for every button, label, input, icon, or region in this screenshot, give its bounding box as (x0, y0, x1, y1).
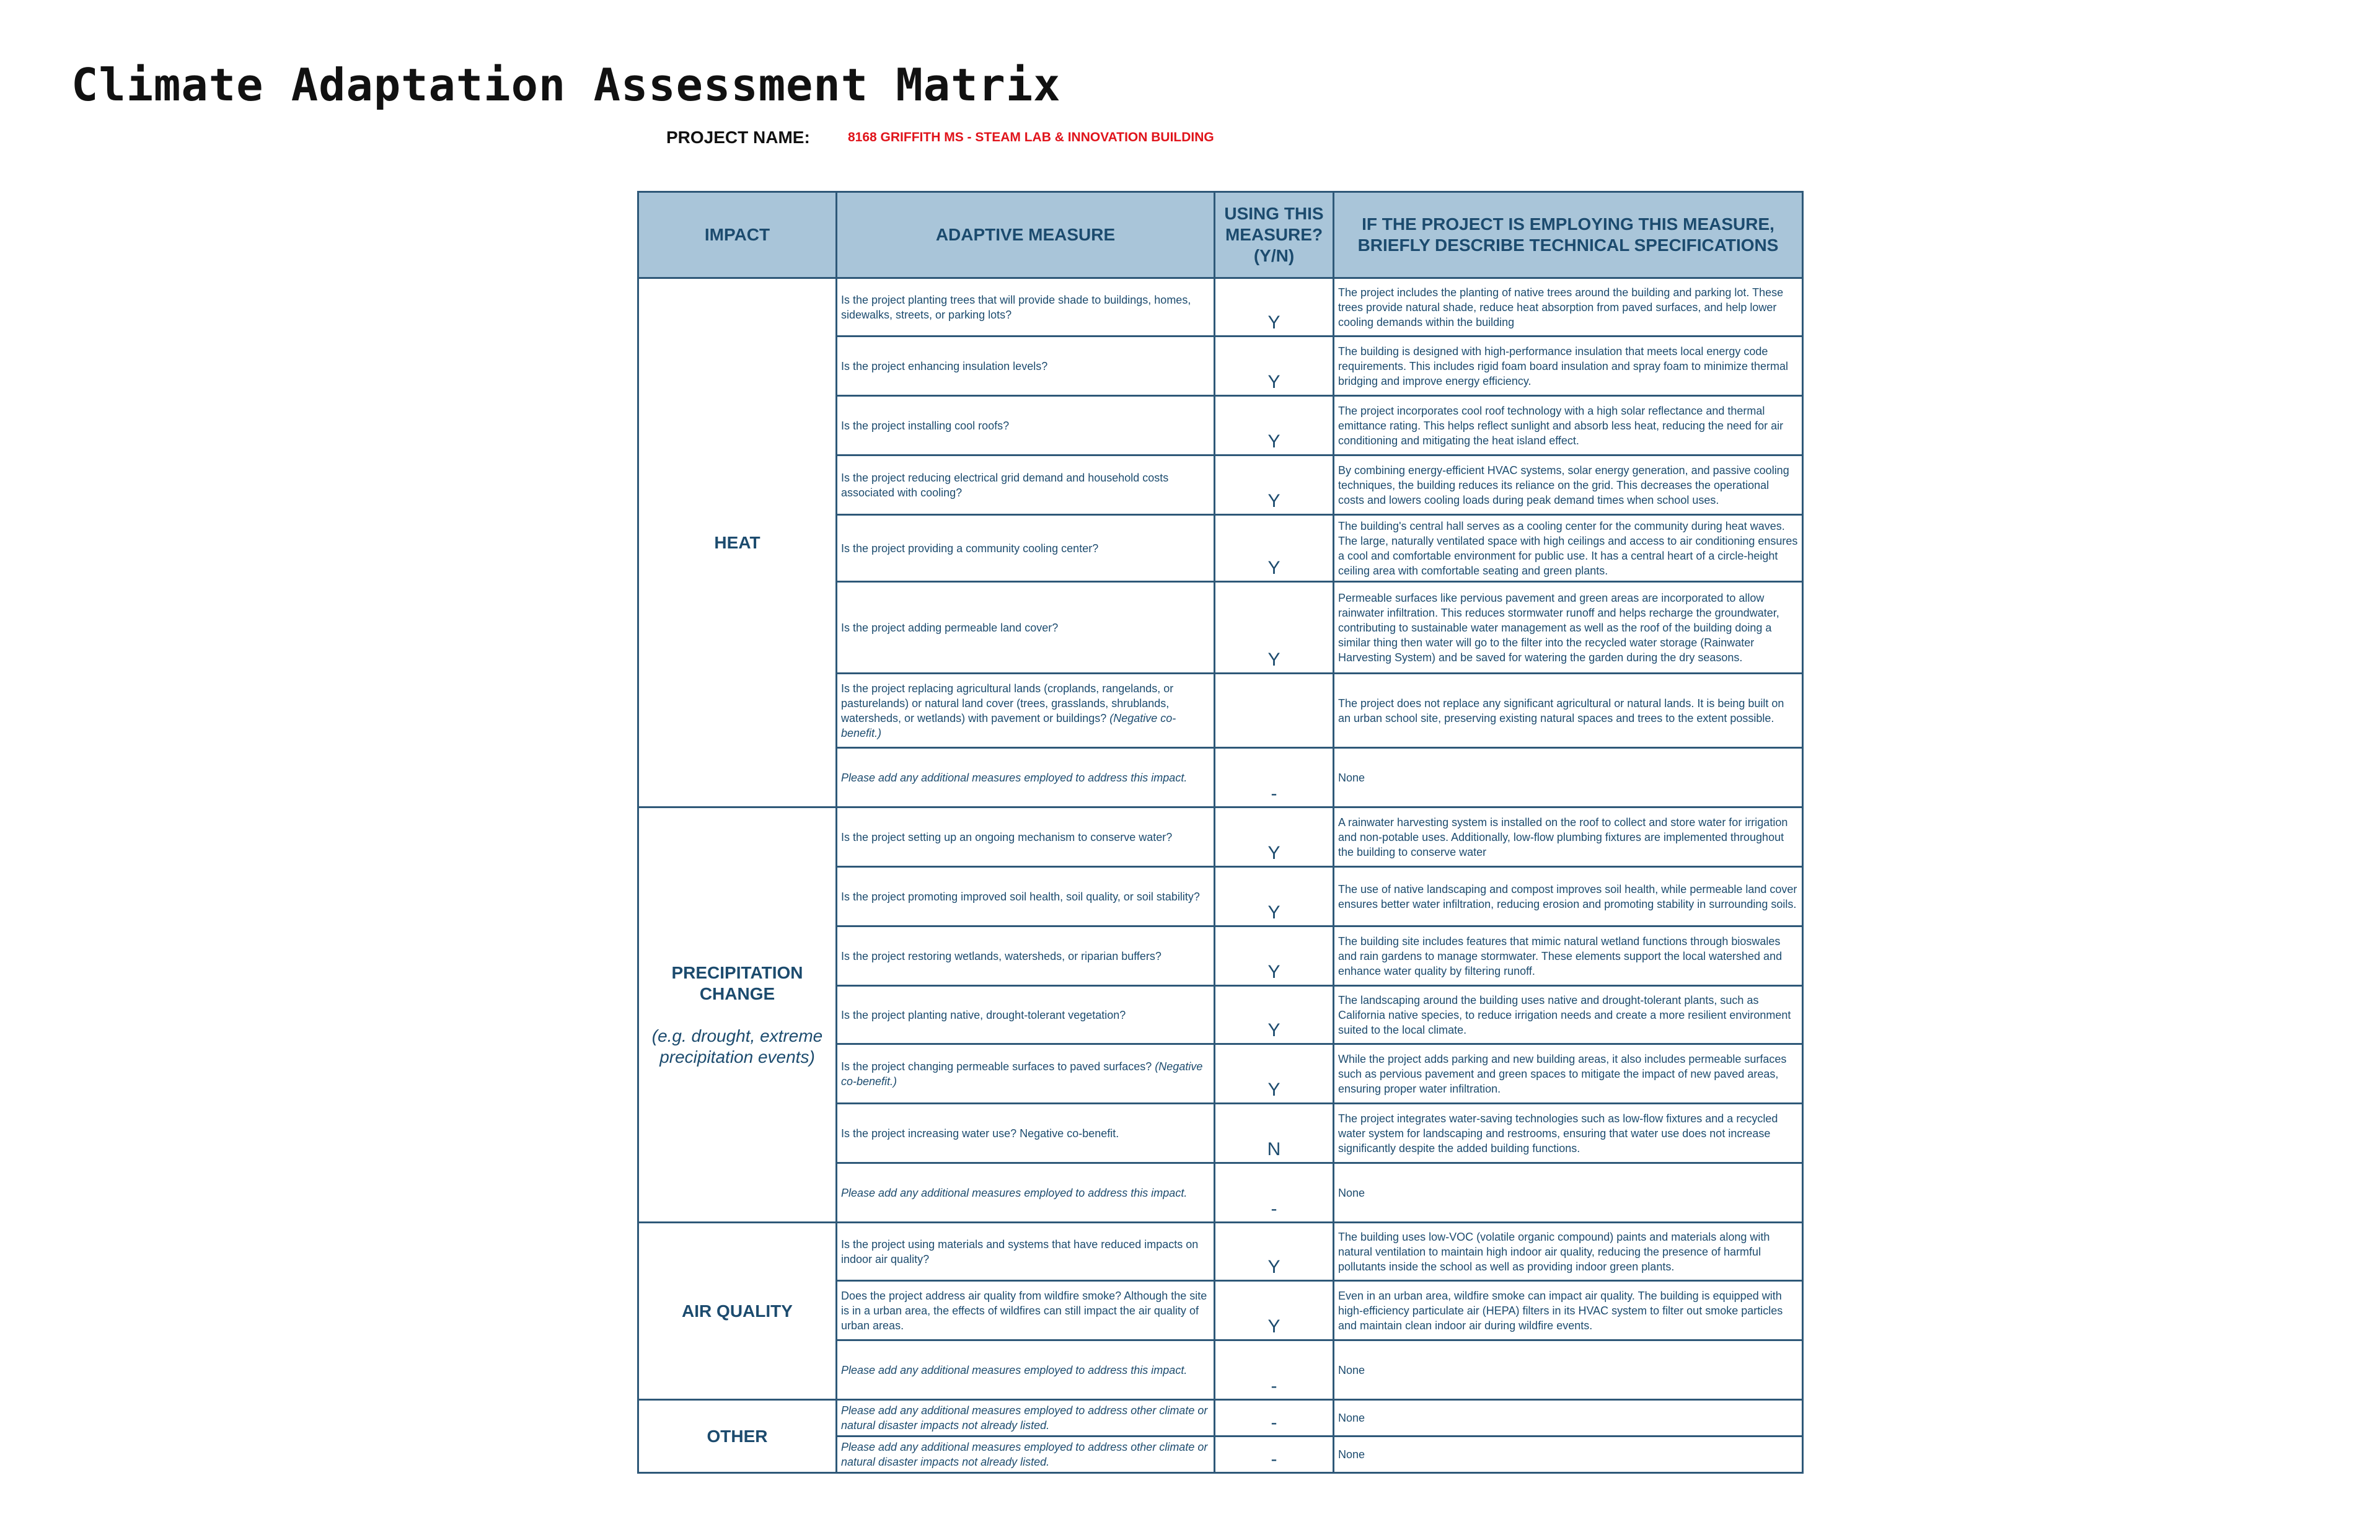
assessment-matrix (637, 191, 1804, 1474)
technical-specifications-cell: None (1334, 1340, 1803, 1400)
adaptive-measure-text: Is the project enhancing insulation levels? (841, 359, 1048, 372)
impact-cell (638, 278, 837, 807)
using-measure-cell: Y (1215, 582, 1334, 674)
technical-specifications-cell: The project incorporates cool roof technology with a high solar reflectance and thermal emittance rating. This helps reflect sunlight and absorb less heat, reducing the need for air conditioning and mitigating the heat island effect. (1334, 396, 1803, 455)
technical-specifications-cell: While the project adds parking and new building areas, it also includes permeable surfaces such as pervious pavement and green spaces to mitigate the impact of new paved areas, ensuring proper water infiltration. (1334, 1044, 1803, 1104)
adaptive-measure-text: Does the project address air quality from wildfire smoke? Although the site is in a urban area, the effects of wildfires can still impact the air quality of urban areas. (841, 1289, 1207, 1332)
technical-specifications-cell: The building uses low-VOC (volatile organic compound) paints and materials along with natural ventilation to maintain high indoor air quality, reducing the presence of harmful pollutants inside the school as well as providing indoor green plants. (1334, 1223, 1803, 1281)
adaptive-measure-text: Is the project adding permeable land cover? (841, 621, 1059, 634)
adaptive-measure-cell (837, 1163, 1215, 1223)
negative-co-benefit-note: (Negative co-benefit.) (841, 711, 1176, 739)
technical-specifications-cell: None (1334, 748, 1803, 807)
adaptive-measure-cell (837, 748, 1215, 807)
adaptive-measure-cell (837, 674, 1215, 748)
page-title: Climate Adaptation Assessment Matrix (71, 59, 1061, 111)
adaptive-measure-cell (837, 867, 1215, 926)
adaptive-measure-text: Is the project providing a community cooling center? (841, 542, 1099, 555)
impact-cell (638, 807, 837, 1223)
technical-specifications-cell: Permeable surfaces like pervious pavement and green areas are incorporated to allow rainwater infiltration. This reduces stormwater runoff and helps recharge the groundwater, contributing to sustainable water management as well as the roof of the building doing a similar thing then water will go to the filter into the recycled water storage (Rainwater Harvesting System) and be saved for watering the garden during the dry seasons. (1334, 582, 1803, 674)
technical-specifications-cell: Even in an urban area, wildfire smoke can impact air quality. The building is equipped with high-efficiency particulate air (HEPA) filters in its HVAC system to filter out smoke particles and maintain clean indoor air during wildfire events. (1334, 1281, 1803, 1340)
using-measure-cell: Y (1215, 396, 1334, 455)
using-measure-cell: Y (1215, 867, 1334, 926)
using-measure-cell: Y (1215, 1223, 1334, 1281)
using-measure-cell: - (1215, 1163, 1334, 1223)
adaptive-measure-cell (837, 1281, 1215, 1340)
header-impact: IMPACT (638, 192, 837, 278)
technical-specifications-cell: The building site includes features that mimic natural wetland functions through bioswales and rain gardens to manage stormwater. These elements support the local watershed and enhance water quality by filtering runoff. (1334, 926, 1803, 986)
adaptive-measure-cell (837, 986, 1215, 1044)
using-measure-cell: Y (1215, 1044, 1334, 1104)
adaptive-measure-cell (837, 278, 1215, 337)
technical-specifications-cell: None (1334, 1163, 1803, 1223)
adaptive-measure-cell (837, 455, 1215, 515)
adaptive-measure-text: Is the project restoring wetlands, watersheds, or riparian buffers? (841, 949, 1161, 962)
impact-label: OTHER (707, 1426, 768, 1446)
technical-specifications-cell: A rainwater harvesting system is installed on the roof to collect and store water for irrigation and non-potable uses. Additionally, low-flow plumbing fixtures are implemented throughout the building to conserve water (1334, 807, 1803, 867)
project-name-label: PROJECT NAME: (666, 128, 810, 147)
adaptive-measure-cell (837, 515, 1215, 582)
using-measure-cell: - (1215, 1340, 1334, 1400)
using-measure-cell: Y (1215, 337, 1334, 396)
adaptive-measure-text: Please add any additional measures employed to address other climate or natural disaster impacts not already listed. (841, 1404, 1208, 1432)
using-measure-cell: Y (1215, 278, 1334, 337)
technical-specifications-cell: The building is designed with high-performance insulation that meets local energy code requirements. This includes rigid foam board insulation and spray foam to minimize thermal bridging and improve energy efficiency. (1334, 337, 1803, 396)
adaptive-measure-text: Is the project setting up an ongoing mechanism to conserve water? (841, 830, 1173, 843)
technical-specifications-cell: None (1334, 1437, 1803, 1473)
impact-label: HEAT (714, 532, 760, 552)
technical-specifications-cell: The use of native landscaping and compost improves soil health, while permeable land cover ensures better water infiltration, reducing erosion and promoting stability in surrounding soils. (1334, 867, 1803, 926)
using-measure-cell: Y (1215, 926, 1334, 986)
adaptive-measure-cell (837, 1340, 1215, 1400)
project-name-value: 8168 GRIFFITH MS - STEAM LAB & INNOVATION BUILDING (848, 130, 1214, 144)
using-measure-cell: - (1215, 1400, 1334, 1437)
adaptive-measure-cell (837, 807, 1215, 867)
adaptive-measure-cell (837, 337, 1215, 396)
header-row (638, 192, 1803, 278)
using-measure-cell: Y (1215, 455, 1334, 515)
adaptive-measure-text: Please add any additional measures employed to address this impact. (841, 1186, 1188, 1199)
adaptive-measure-cell (837, 1044, 1215, 1104)
using-measure-cell: Y (1215, 1281, 1334, 1340)
adaptive-measure-text: Is the project planting native, drought-tolerant vegetation? (841, 1008, 1126, 1021)
adaptive-measure-cell (837, 1400, 1215, 1437)
technical-specifications-cell: By combining energy-efficient HVAC systems, solar energy generation, and passive cooling techniques, the building reduces its reliance on the grid. This decreases the operational costs and lowers cooling loads during peak demand times when school uses. (1334, 455, 1803, 515)
impact-cell (638, 1223, 837, 1400)
using-measure-cell: Y (1215, 807, 1334, 867)
using-measure-cell: N (1215, 1104, 1334, 1163)
adaptive-measure-cell (837, 926, 1215, 986)
using-measure-cell (1215, 674, 1334, 748)
adaptive-measure-text: Is the project reducing electrical grid demand and household costs associated with cooling? (841, 471, 1169, 499)
technical-specifications-cell: The project does not replace any significant agricultural or natural lands. It is being built on an urban school site, preserving existing natural spaces and trees to the extent possible. (1334, 674, 1803, 748)
table-row (638, 1223, 1803, 1281)
table-row (638, 278, 1803, 337)
technical-specifications-cell: The project integrates water-saving technologies such as low-flow fixtures and a recycled water system for landscaping and restrooms, ensuring that water use does not increase significantly despite the added building functions. (1334, 1104, 1803, 1163)
adaptive-measure-text: Is the project promoting improved soil health, soil quality, or soil stability? (841, 890, 1200, 903)
impact-label: AIR QUALITY (682, 1301, 793, 1321)
adaptive-measure-cell (837, 396, 1215, 455)
header-technical-specifications: IF THE PROJECT IS EMPLOYING THIS MEASURE, BRIEFLY DESCRIBE TECHNICAL SPECIFICATIONS (1334, 192, 1803, 278)
adaptive-measure-text: Is the project replacing agricultural lands (croplands, rangelands, or pasturelands) or natural land cover (trees, grasslands, shrublands, watersheds, or wetlands) with pavement or buildings? (841, 682, 1174, 724)
adaptive-measure-text: Please add any additional measures employed to address this impact. (841, 1363, 1188, 1376)
technical-specifications-cell: The landscaping around the building uses native and drought-tolerant plants, such as California native species, to reduce irrigation needs and create a more resilient environment suited to the local climate. (1334, 986, 1803, 1044)
table-row (638, 807, 1803, 867)
adaptive-measure-cell (837, 1223, 1215, 1281)
using-measure-cell: Y (1215, 515, 1334, 582)
table-row (638, 1400, 1803, 1437)
header-using-measure: USING THIS MEASURE? (Y/N) (1215, 192, 1334, 278)
technical-specifications-cell: None (1334, 1400, 1803, 1437)
adaptive-measure-text: Is the project planting trees that will provide shade to buildings, homes, sidewalks, streets, or parking lots? (841, 293, 1191, 321)
adaptive-measure-cell (837, 582, 1215, 674)
adaptive-measure-cell (837, 1437, 1215, 1473)
adaptive-measure-text: Is the project changing permeable surfaces to paved surfaces? (841, 1060, 1152, 1073)
using-measure-cell: Y (1215, 986, 1334, 1044)
technical-specifications-cell: The building's central hall serves as a cooling center for the community during heat waves. The large, naturally ventilated space with high ceilings and access to air conditioning ensures a cool and comfortable environment for public use. It has a central heart of a circle-height ceiling area with comfortable seating and green plants. (1334, 515, 1803, 582)
adaptive-measure-text: Is the project installing cool roofs? (841, 419, 1010, 432)
matrix-body (638, 278, 1803, 1473)
adaptive-measure-cell (837, 1104, 1215, 1163)
adaptive-measure-text: Please add any additional measures employed to address this impact. (841, 771, 1188, 784)
adaptive-measure-text: Is the project increasing water use? Negative co-benefit. (841, 1127, 1119, 1140)
using-measure-cell: - (1215, 1437, 1334, 1473)
technical-specifications-cell: The project includes the planting of native trees around the building and parking lot. These trees provide natural shade, reduce heat absorption from paved surfaces, and help lower cooling demands within the building (1334, 278, 1803, 337)
adaptive-measure-text: Is the project using materials and systems that have reduced impacts on indoor air quality? (841, 1238, 1199, 1265)
impact-sublabel: (e.g. drought, extreme precipitation events) (651, 1026, 823, 1067)
impact-cell (638, 1400, 837, 1473)
adaptive-measure-text: Please add any additional measures employed to address other climate or natural disaster impacts not already listed. (841, 1441, 1208, 1468)
negative-co-benefit-note: (Negative co-benefit.) (841, 1060, 1203, 1088)
using-measure-cell: - (1215, 748, 1334, 807)
impact-label: PRECIPITATION CHANGE (671, 962, 803, 1003)
header-adaptive-measure: ADAPTIVE MEASURE (837, 192, 1215, 278)
